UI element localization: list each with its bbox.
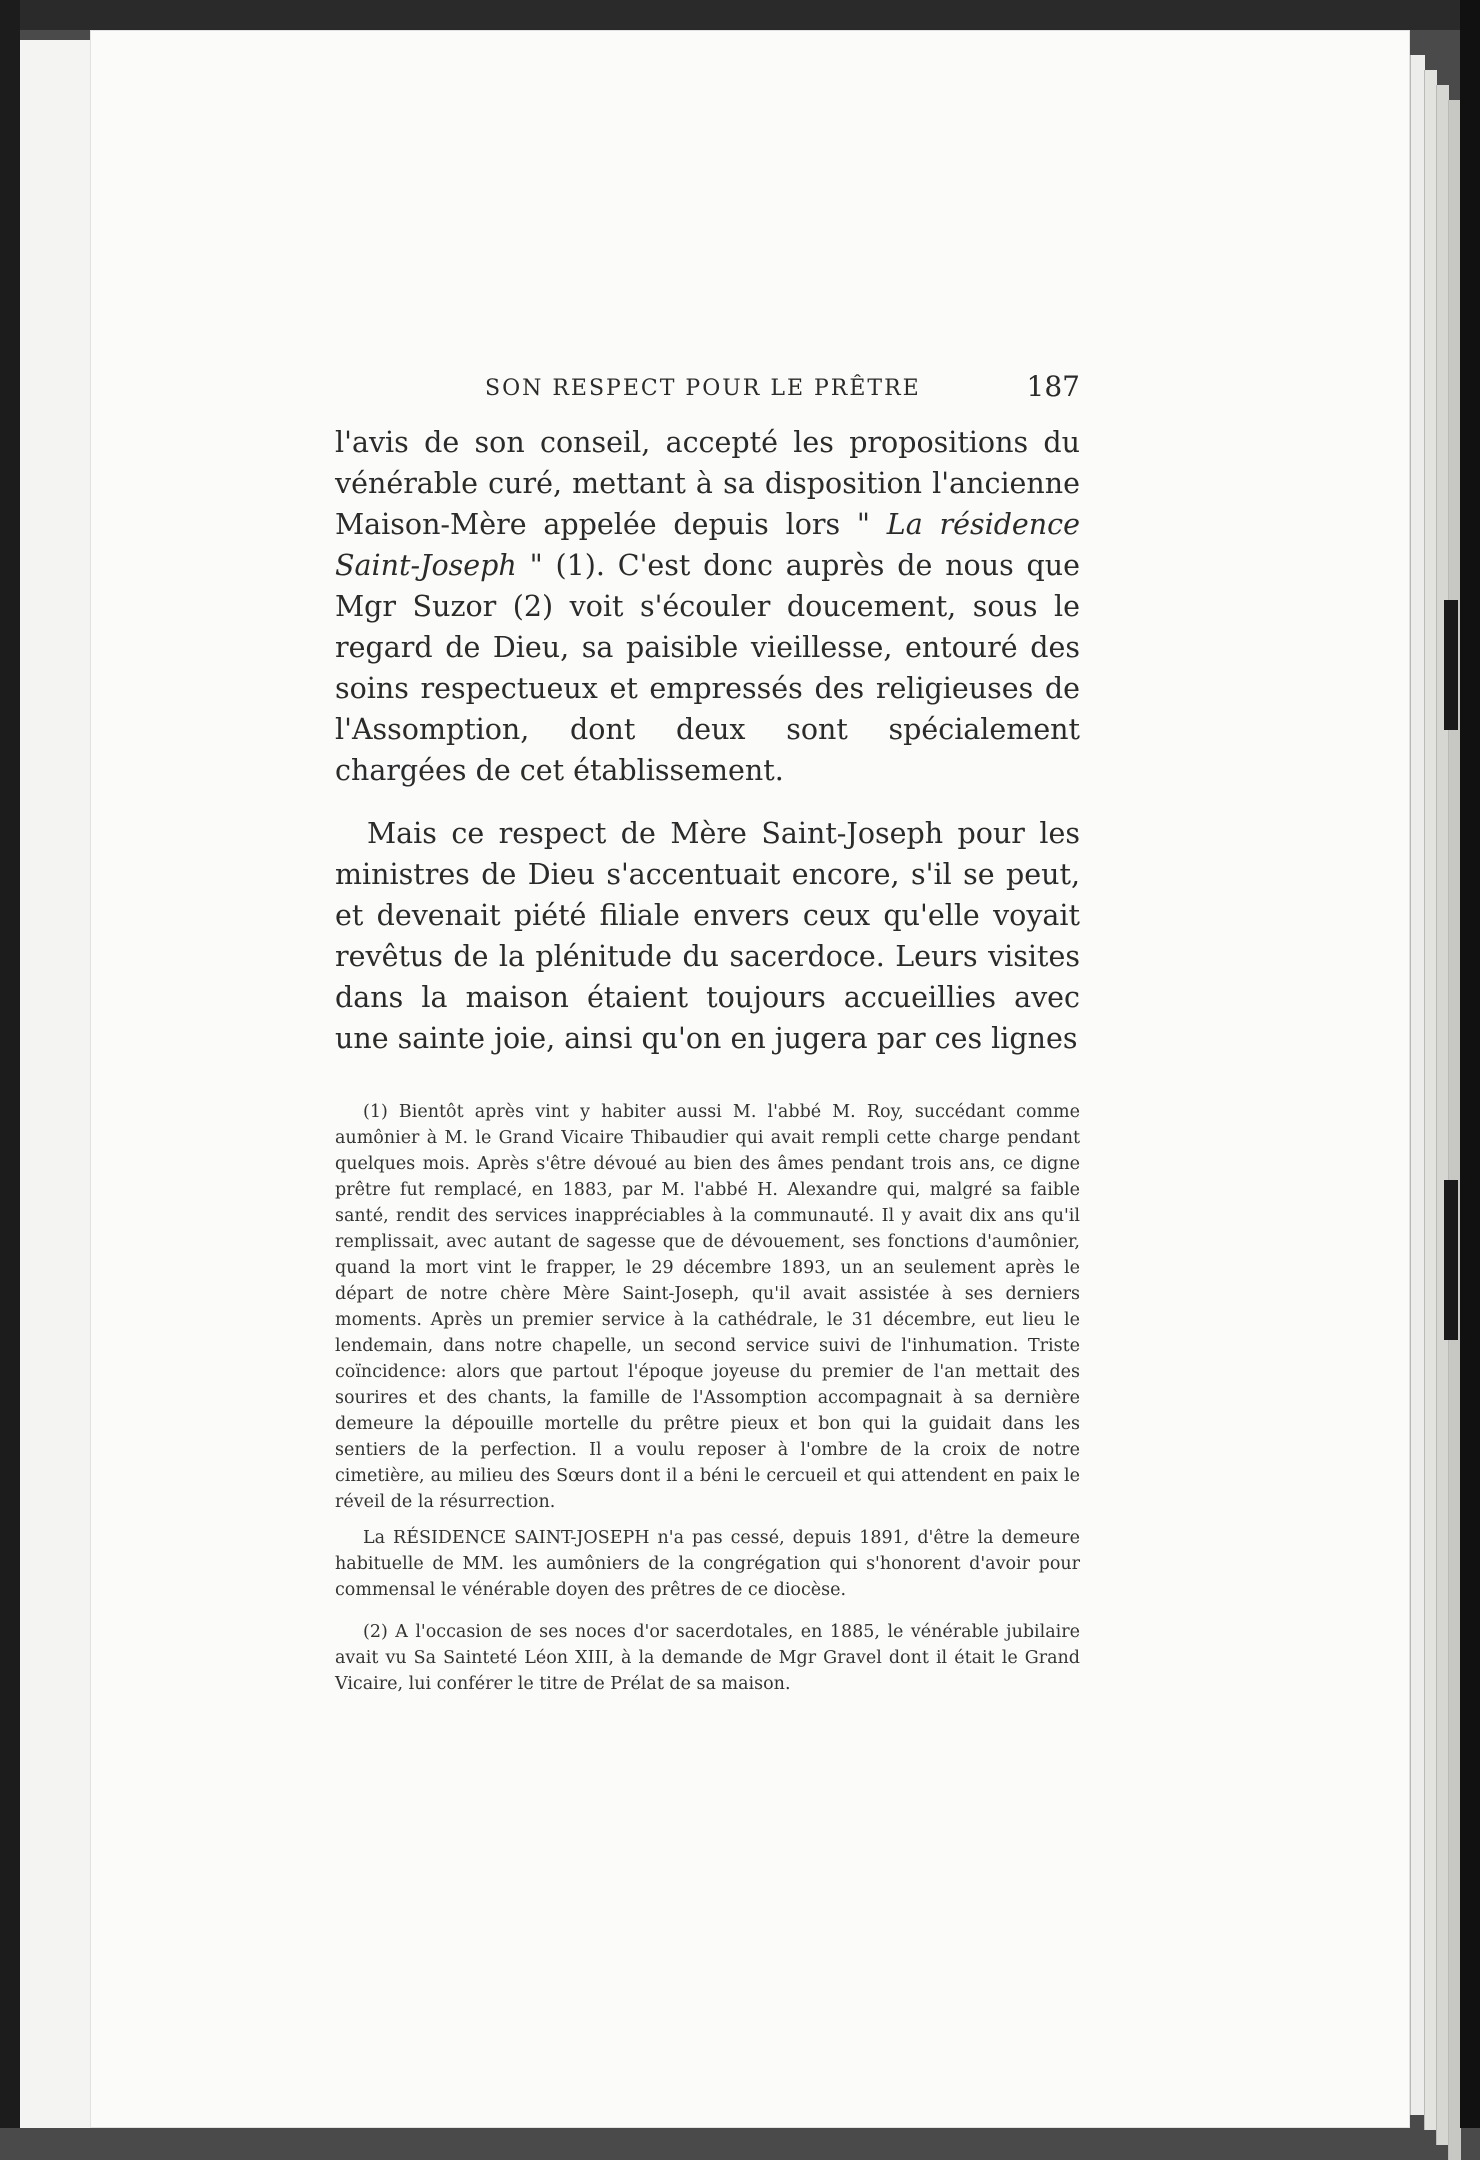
running-head	[335, 370, 1080, 410]
page-tab-marker	[1444, 600, 1458, 730]
footnote-1-continuation: La RÉSIDENCE SAINT-JOSEPH n'a pas cessé, depuis 1891, d'être la demeure habituelle de MM. les aumôniers de la congrégation qui s'honorent d'avoir pour commensal le vénérable doyen des prêtres de ce diocèse.	[335, 1528, 1080, 1600]
page-tab-marker	[1444, 1180, 1458, 1340]
running-title: SON RESPECT POUR LE PRÊTRE	[485, 376, 921, 401]
page-number: 187	[1026, 370, 1080, 403]
page-edge	[1410, 55, 1425, 2115]
paragraph	[335, 422, 1080, 791]
previous-page-edge	[20, 40, 92, 2128]
footnotes	[335, 1099, 1080, 1697]
body-text	[335, 422, 1080, 1059]
italic-title: La résidence Saint-Joseph	[335, 508, 1080, 582]
paragraph: Mais ce respect de Mère Saint-Joseph pour les ministres de Dieu s'accentuait encore, s'il se peut, et devenait piété filiale envers ceux qu'elle voyait revêtus de la plénitude du sacerdoce. Leurs visites dans la maison étaient toujours accueillies avec une sainte joie, ainsi qu'on en jugera par ces lignes	[335, 817, 1080, 1055]
footnote-1: (1) Bientôt après vint y habiter aussi M. l'abbé M. Roy, succédant comme aumônier à M. le Grand Vicaire Thibaudier qui avait rempli cette charge pendant quelques mois. Après s'être dévoué au bien des âmes pendant trois ans, ce digne prêtre fut remplacé, en 1883, par M. l'abbé H. Alexandre qui, malgré sa faible santé, rendit des services inappréciables à la communauté. Il y avait dix ans qu'il remplissait, avec autant de sagesse que de dévouement, ses fonctions d'aumônier, quand la mort vint le frapper, le 29 décembre 1893, un an seulement après le départ de notre chère Mère Saint-Joseph, qu'il avait assistée à ses derniers moments. Après un premier service à la cathédrale, le 31 décembre, eut lieu le lendemain, dans notre chapelle, un second service suivi de l'inhumation. Triste coïncidence: alors que partout l'époque joyeuse du premier de l'an mettait des sourires et des chants, la famille de l'Assomption accompagnait à sa dernière demeure la dépouille mortelle du prêtre pieux et bon qui la guidait dans les sentiers de la perfection. Il a voulu reposer à l'ombre de la croix de notre cimetière, au milieu des Sœurs dont il a béni le cercueil et qui attendent en paix le réveil de la résurrection.	[335, 1102, 1080, 1512]
text-run: " (1). C'est donc auprès de nous que Mgr Suzor (2) voit s'écouler doucement, sous le regard de Dieu, sa paisible vieillesse, entouré des soins respectueux et empressés des religieuses de l'Assomption, dont deux sont spécialement chargées de cet établissement.	[335, 549, 1080, 787]
page-content	[335, 370, 1080, 1697]
scan-border-top	[0, 0, 1480, 30]
scan-border-right	[1460, 0, 1480, 2128]
scan-border-left	[0, 0, 20, 2128]
text-run: l'avis de son conseil, accepté les propositions du vénérable curé, mettant à sa disposition l'ancienne Maison-Mère appelée depuis lors "	[335, 426, 1080, 541]
footnote-2: (2) A l'occasion de ses noces d'or sacerdotales, en 1885, le vénérable jubilaire avait vu Sa Sainteté Léon XIII, à la demande de Mgr Gravel dont il était le Grand Vicaire, lui conférer le titre de Prélat de sa maison.	[335, 1622, 1080, 1694]
